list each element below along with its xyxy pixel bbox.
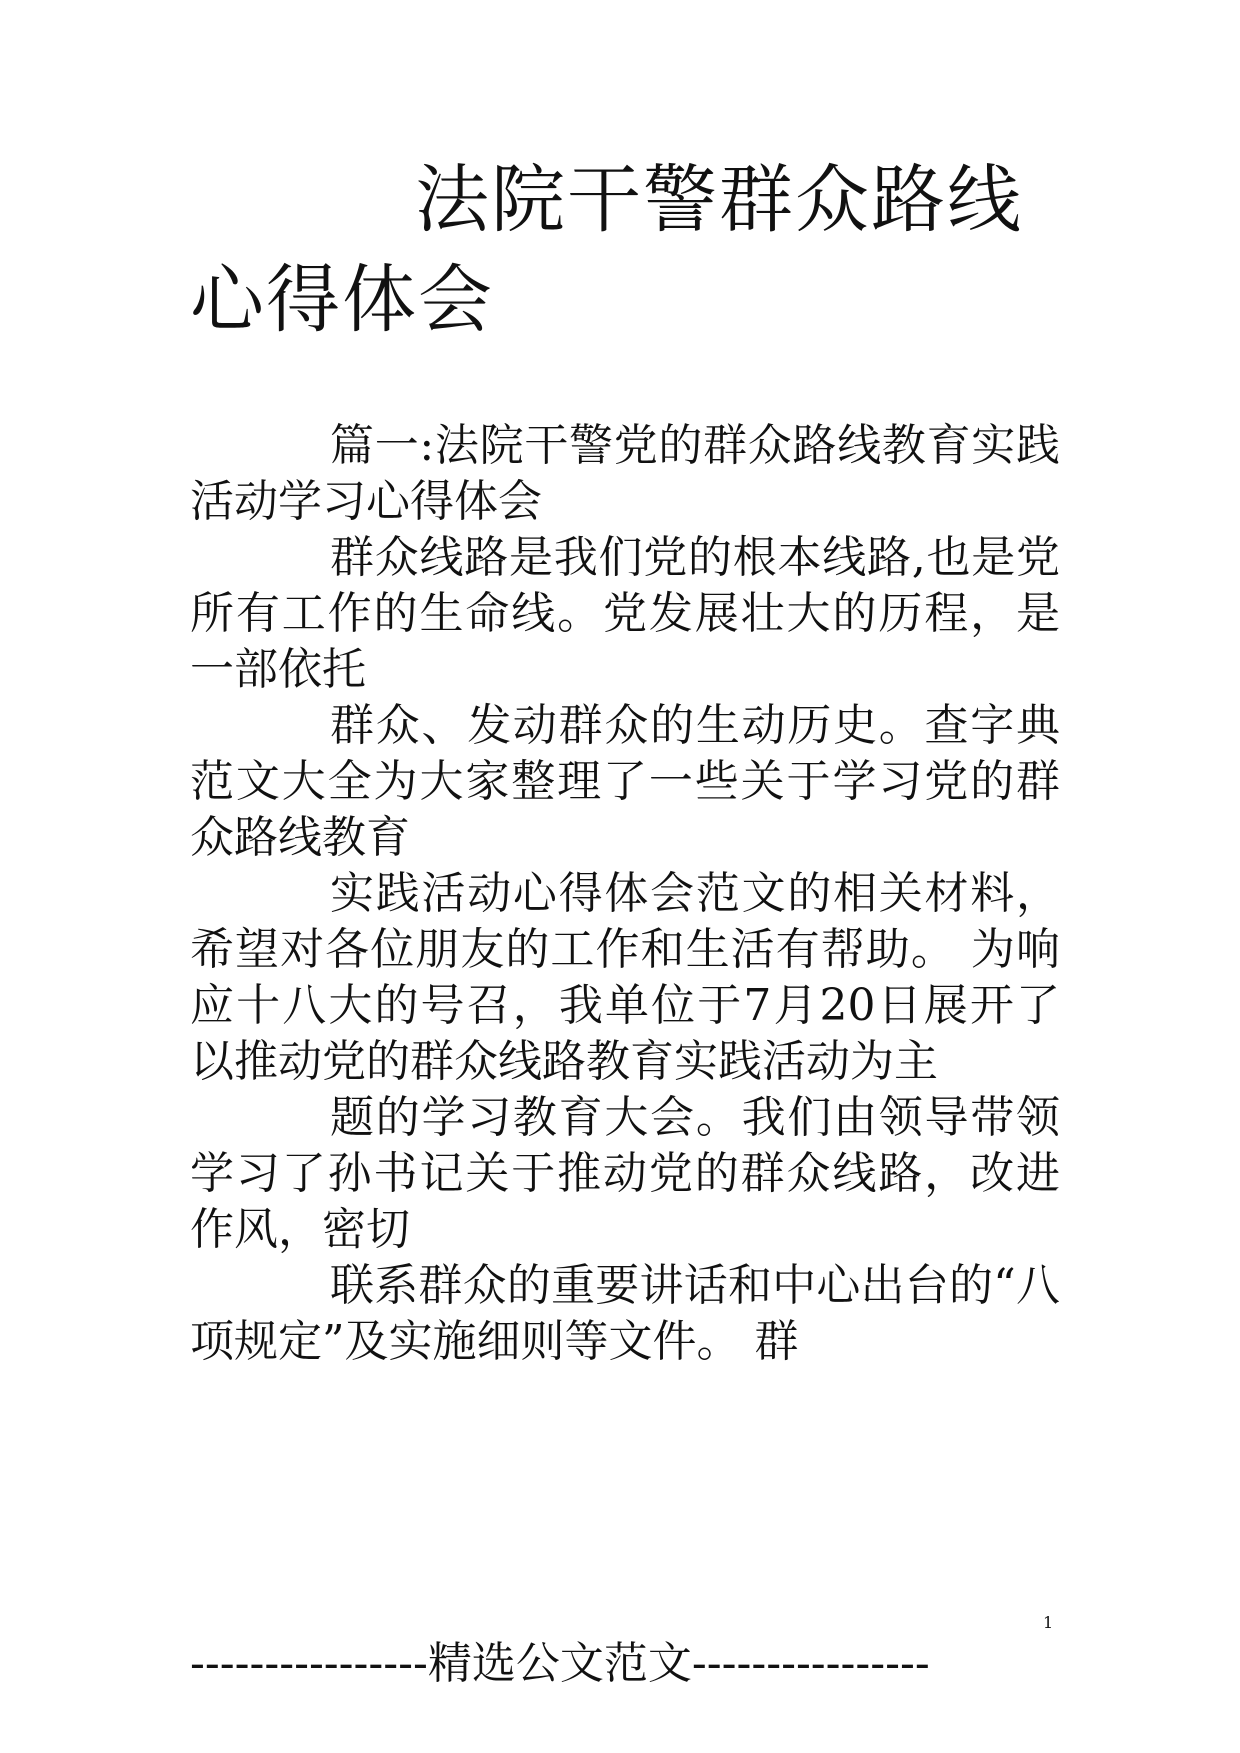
paragraph: 联系群众的重要讲话和中心出台的“八项规定”及实施细则等文件。 群 — [190, 1260, 1060, 1367]
paragraph-heading: 篇一:法院干警党的群众路线教育实践活动学习心得体会 — [190, 420, 1060, 527]
document-body — [190, 418, 1060, 1370]
paragraph: 群众、发动群众的生动历史。查字典范文大全为大家整理了一些关于学习党的群众路线教育 — [190, 700, 1060, 863]
paragraph: 群众线路是我们党的根本线路,也是党所有工作的生命线。党发展壮大的历程，是一部依托 — [190, 532, 1060, 695]
paragraph: 题的学习教育大会。我们由领导带领学习了孙书记关于推动党的群众线路，改进作风，密切 — [190, 1092, 1060, 1255]
page-number: 1 — [1043, 1613, 1054, 1632]
document-title: 法院干警群众路线心得体会 — [190, 157, 1023, 343]
page-footer: ----------------精选公文范文---------------- — [190, 1638, 930, 1689]
paragraph: 实践活动心得体会范文的相关材料，希望对各位朋友的工作和生活有帮助。 为响应十八大的号召，我单位于7月20日展开了以推动党的群众线路教育实践活动为主 — [190, 868, 1060, 1087]
